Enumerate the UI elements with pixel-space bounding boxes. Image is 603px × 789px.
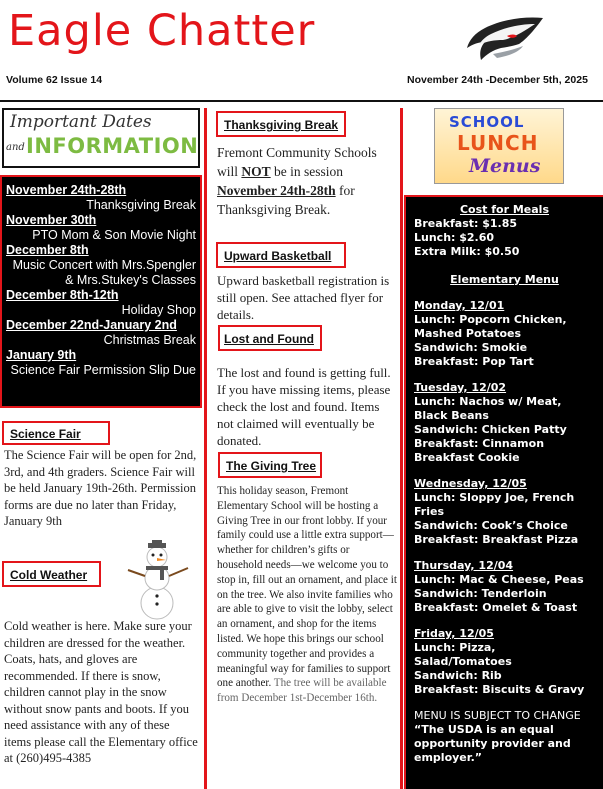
menu-title: Elementary Menu [450, 273, 559, 286]
snowman-icon [122, 540, 192, 620]
eagle-logo [463, 14, 545, 66]
menu-day-heading: Wednesday, 12/05 [414, 477, 527, 490]
important-dates-list [0, 175, 202, 408]
menu-item: Lunch: Nachos w/ Meat, Black Beans [414, 395, 562, 422]
column-divider [400, 108, 403, 789]
date-heading: December 8th-12th [6, 288, 119, 302]
date-heading: November 24th-28th [6, 183, 127, 197]
science-fair-title: Science Fair [10, 427, 81, 441]
lunch-menu [404, 195, 603, 789]
date-heading: November 30th [6, 213, 97, 227]
thanksgiving-text-post: for Thanksgiving Break. [217, 183, 355, 217]
menu-item: Lunch: Pizza, Salad/Tomatoes [414, 641, 512, 668]
menu-item: Breakfast: Pop Tart [414, 355, 534, 368]
cost-list [414, 217, 595, 259]
menu-notice: MENU IS SUBJECT TO CHANGE [414, 709, 581, 722]
menu-day-heading: Tuesday, 12/02 [414, 381, 507, 394]
menu-day [414, 627, 595, 697]
giving-tree-heading-box [218, 452, 322, 478]
thanksgiving-text-mid: be in session [270, 164, 344, 179]
menu-days [414, 299, 595, 697]
banner-and: and [6, 142, 25, 153]
menu-item: Lunch: Sloppy Joe, French Fries [414, 491, 575, 518]
banner-line1: Important Dates [10, 112, 152, 132]
date-event: Holiday Shop [121, 303, 196, 317]
menu-day [414, 381, 595, 465]
banner-line2: INFORMATION [26, 134, 199, 158]
date-range: November 24th -December 5th, 2025 [407, 74, 588, 86]
menu-item: Sandwich: Chicken Patty [414, 423, 567, 436]
logo-school: SCHOOL [449, 113, 525, 131]
lost-found-body: The lost and found is getting full. If you have missing items, please check the lost and found. Items not claimed will eventually be donated. [217, 365, 391, 448]
cold-weather-heading-box [2, 561, 101, 587]
date-event: Science Fair Permission Slip Due [10, 363, 196, 377]
lost-found-heading-box [218, 325, 322, 351]
menu-item: Breakfast: Biscuits & Gravy [414, 683, 585, 696]
thanksgiving-body [217, 143, 395, 219]
thanksgiving-not: NOT [241, 164, 271, 179]
menu-item: Sandwich: Rib [414, 669, 502, 682]
science-fair-heading-box [2, 421, 110, 445]
menu-item: Lunch: Popcorn Chicken, Mashed Potatoes [414, 313, 567, 340]
logo-menus: Menus [469, 155, 541, 177]
date-heading: December 22nd-January 2nd [6, 318, 177, 332]
menu-day-heading: Thursday, 12/04 [414, 559, 514, 572]
header-divider [0, 100, 603, 102]
date-heading: January 9th [6, 348, 77, 362]
cold-weather-title: Cold Weather [10, 568, 88, 582]
menu-item: Breakfast: Cinnamon Breakfast Cookie [414, 437, 545, 464]
newsletter-title: Eagle Chatter [8, 6, 316, 56]
upward-title: Upward Basketball [224, 249, 332, 263]
cold-weather-body: Cold weather is here. Make sure your children are dressed for the weather. Coats, hats, and gloves are recommended. If there is snow, children cannot play in the snow without snow pants and boots. If you need assistance with any of these items please call the Elementary office at (260)495-4385 [4, 619, 198, 765]
giving-tree-dates: The tree will be available from December 1st-December 16th. [217, 677, 387, 705]
menu-day [414, 559, 595, 615]
menu-day-heading: Friday, 12/05 [414, 627, 494, 640]
menu-item: Breakfast: Omelet & Toast [414, 601, 578, 614]
menu-item: Sandwich: Smokie [414, 341, 528, 354]
thanksgiving-heading-box [216, 111, 346, 137]
menu-day [414, 299, 595, 369]
giving-tree-text: This holiday season, Fremont Elementary School will be hosting a Giving Tree in our front lobby. If your family could use a little extra support—whether for children’s gifts or household needs—we welcome you to stop in, fill out an ornament, and place it on the tree. We also invite families who are able to give to visit the lobby, select an ornament, and shop for the items listed. We hope this brings our school community together and provides a meaningful way for families to support one another. [217, 485, 397, 690]
giving-tree-title: The Giving Tree [226, 459, 317, 473]
menu-day [414, 477, 595, 547]
menu-item: Sandwich: Cook’s Choice [414, 519, 568, 532]
school-lunch-menus-logo [434, 108, 564, 184]
volume-issue: Volume 62 Issue 14 [6, 74, 103, 86]
date-event: Christmas Break [103, 333, 196, 347]
cost-item: Breakfast: $1.85 [414, 217, 518, 230]
thanksgiving-text-pre: Fremont Community Schools will [217, 145, 377, 179]
thanksgiving-dates: November 24th-28th [217, 183, 336, 198]
cost-item: Extra Milk: $0.50 [414, 245, 520, 258]
cost-title: Cost for Meals [459, 203, 549, 216]
date-event: PTO Mom & Son Movie Night [32, 228, 196, 242]
date-event: Music Concert with Mrs.Spengler & Mrs.Stukey's Classes [12, 258, 196, 287]
important-dates-banner [2, 108, 200, 168]
menu-item: Breakfast: Breakfast Pizza [414, 533, 579, 546]
giving-tree-body [217, 484, 397, 706]
usda-statement: “The USDA is an equal opportunity provider and employer.” [414, 723, 571, 764]
thanksgiving-title: Thanksgiving Break [224, 118, 339, 132]
upward-heading-box [216, 242, 346, 268]
cost-item: Lunch: $2.60 [414, 231, 495, 244]
lost-found-title: Lost and Found [224, 332, 314, 346]
menu-item: Sandwich: Tenderloin [414, 587, 547, 600]
date-heading: December 8th [6, 243, 89, 257]
date-event: Thanksgiving Break [86, 198, 196, 212]
upward-body: Upward basketball registration is still open. See attached flyer for details. [217, 273, 390, 322]
menu-item: Lunch: Mac & Cheese, Peas [414, 573, 584, 586]
column-divider [204, 108, 207, 789]
logo-lunch: LUNCH [457, 131, 539, 155]
science-fair-body: The Science Fair will be open for 2nd, 3rd, and 4th graders. Science Fair will be held January 19th-26th. Permission forms are due no later than Friday, January 9th [4, 448, 197, 528]
menu-day-heading: Monday, 12/01 [414, 299, 505, 312]
